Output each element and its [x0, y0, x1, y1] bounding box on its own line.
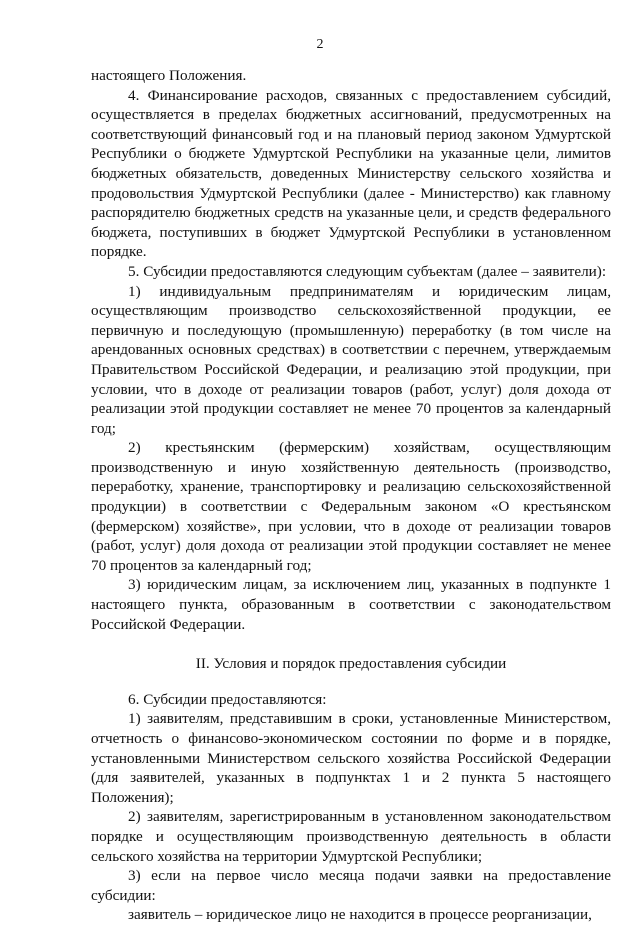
paragraph-subitem-6-2: 2) заявителям, зарегистрированным в установленном законодательством порядке и осуществляющим производственную деятельность в области сельского хозяйства на территории Удмуртской Республики;: [91, 808, 611, 865]
paragraph-applicant-condition: заявитель – юридическое лицо не находится в процессе реорганизации,: [128, 906, 592, 924]
paragraph-item-4: 4. Финансирование расходов, связанных с предоставлением субсидий, осуществляется в пределах бюджетных ассигнований, предусмотренных на соответствующий финансовый год и на плановый период законом Удмуртской Республики о бюджете Удмуртской Республики на указанные цели, лимитов бюджетных обязательств, доведенных Министерству сельского хозяйства и продовольствия Удмуртской Республики (далее - Министерство) как главному распорядителю бюджетных средств на указанные цели, и средств федерального бюджета, поступивших в бюджет Удмуртской Республики в установленном порядке.: [91, 86, 611, 261]
paragraph-item-6: 6. Субсидии предоставляются:: [128, 690, 327, 708]
paragraph-subitem-5-2: 2) крестьянским (фермерским) хозяйствам, осуществляющим производственную и иную хозяйственную деятельность (производство, переработку, хранение, транспортировку и реализацию сельскохозяйственной продукции) в соответствии с Федеральным законом «О крестьянском (фермерском) хозяйстве», при условии, что в доходе от реализации товаров (работ, услуг) доля дохода от реализации этой продукции составляет не менее 70 процентов за календарный год;: [91, 439, 611, 574]
paragraph-subitem-5-3: 3) юридическим лицам, за исключением лиц, указанных в подпункте 1 настоящего пункта, образованным в соответствии с законодательством Российской Федерации.: [91, 576, 611, 633]
paragraph-subitem-5-1: 1) индивидуальным предпринимателям и юридическим лицам, осуществляющим производство сельскохозяйственной продукции, ее первичную и последующую (промышленную) переработку (в том числе на арендованных основных средствах) в соответствии с перечнем, утверждаемым Правительством Российской Федерации, и реализацию этой продукции, при условии, что в доходе от реализации товаров (работ, услуг) доля дохода от реализации этой продукции составляет не менее 70 процентов за календарный год;: [91, 282, 611, 437]
section-heading: II. Условия и порядок предоставления субсидии: [195, 655, 507, 673]
document-body: [91, 66, 611, 925]
paragraph-subitem-6-1: 1) заявителям, представившим в сроки, установленные Министерством, отчетность о финансово-экономическом состоянии по форме и в порядке, установленными Министерством сельского хозяйства Российской Федерации (для заявителей, указанных в подпунктах 1 и 2 пункта 5 настоящего Положения);: [91, 710, 611, 806]
paragraph-item-5: 5. Субсидии предоставляются следующим субъектам (далее – заявители):: [128, 262, 607, 280]
paragraph-subitem-6-3: 3) если на первое число месяца подачи заявки на предоставление субсидии:: [91, 867, 611, 904]
paragraph-continuation: настоящего Положения.: [91, 67, 247, 84]
page-number: 2: [316, 37, 324, 52]
